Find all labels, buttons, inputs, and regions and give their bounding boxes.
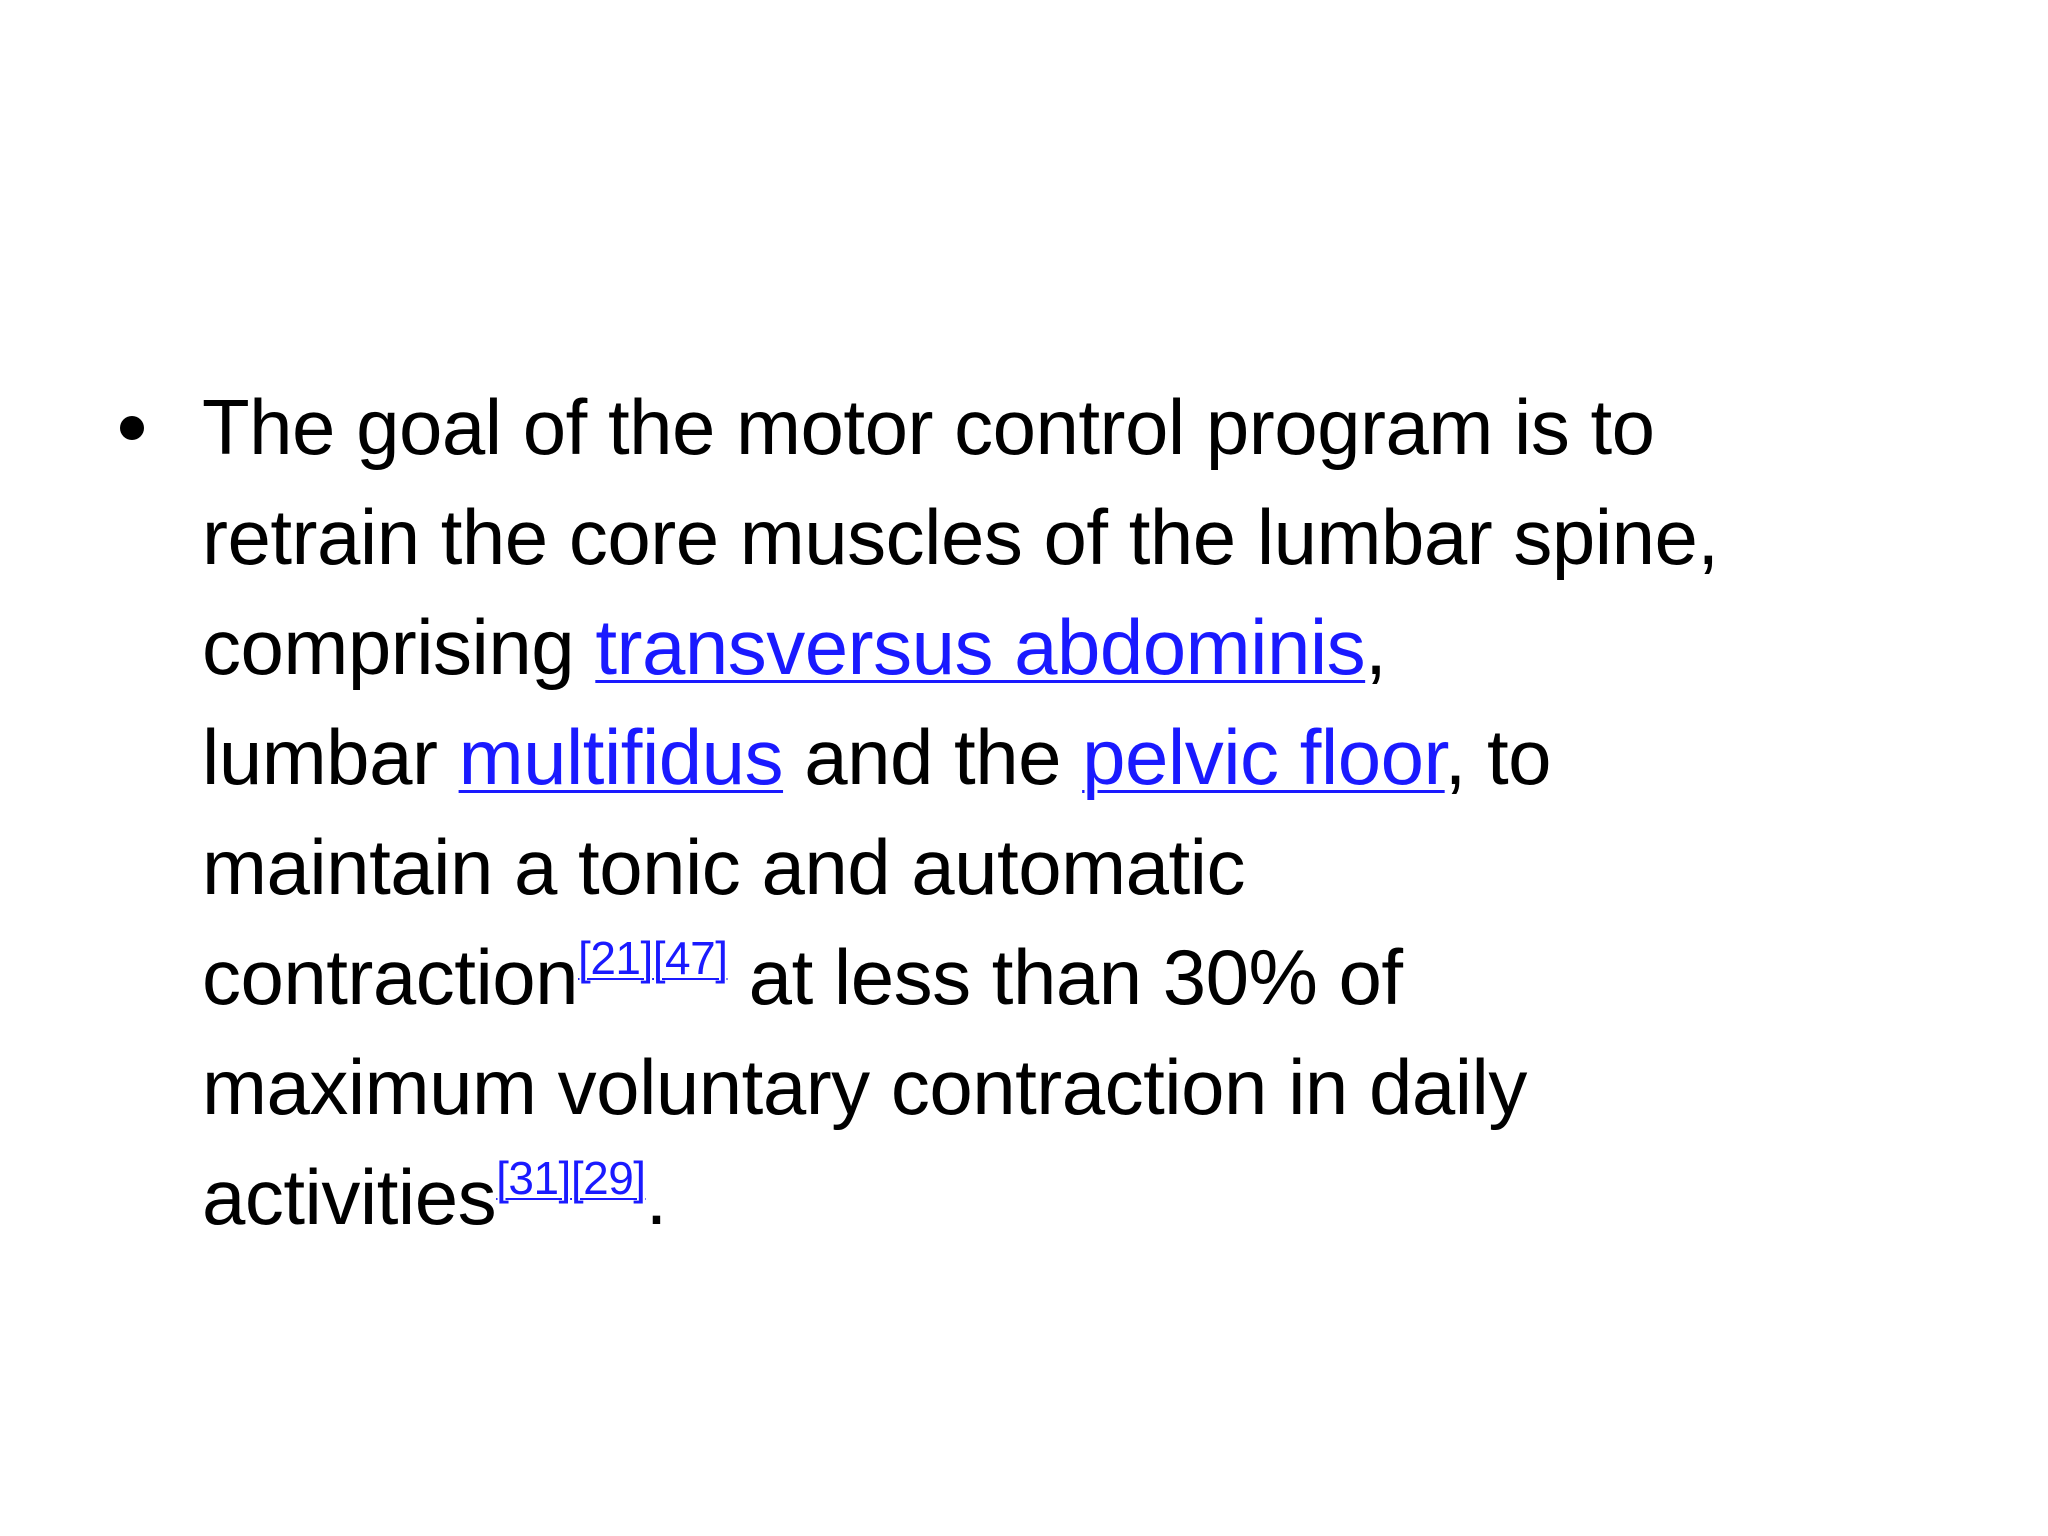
text-segment: contraction bbox=[202, 933, 579, 1021]
text-segment: activities bbox=[202, 1153, 497, 1241]
citation-link-21[interactable]: [21] bbox=[578, 932, 653, 984]
text-line-1: The goal of the motor control program is to bbox=[202, 383, 1655, 471]
bullet-icon bbox=[120, 416, 144, 440]
link-pelvic-floor[interactable]: pelvic floor bbox=[1082, 713, 1445, 801]
text-segment: . bbox=[645, 1153, 667, 1241]
text-line-6 bbox=[202, 922, 1922, 1032]
text-segment: and the bbox=[783, 713, 1083, 801]
text-segment: , bbox=[1365, 603, 1387, 691]
text-line-2: retrain the core muscles of the lumbar spine, bbox=[202, 493, 1719, 581]
text-segment: , to bbox=[1444, 713, 1552, 801]
text-line-7: maximum voluntary contraction in daily bbox=[202, 1043, 1527, 1131]
bullet-text bbox=[202, 372, 1922, 1252]
link-transversus-abdominis[interactable]: transversus abdominis bbox=[595, 603, 1366, 691]
citation-link-47[interactable]: [47] bbox=[652, 932, 728, 984]
text-line-3 bbox=[202, 592, 1922, 702]
text-line-8 bbox=[202, 1142, 1922, 1252]
citation-link-31[interactable]: [31] bbox=[496, 1152, 571, 1204]
text-line-4 bbox=[202, 702, 1922, 812]
link-multifidus[interactable]: multifidus bbox=[458, 713, 784, 801]
text-line-5: maintain a tonic and automatic bbox=[202, 823, 1245, 911]
text-segment: at less than 30% of bbox=[727, 933, 1403, 1021]
text-segment: comprising bbox=[202, 603, 596, 691]
text-segment: lumbar bbox=[202, 713, 459, 801]
citation-link-29[interactable]: [29] bbox=[570, 1152, 646, 1204]
